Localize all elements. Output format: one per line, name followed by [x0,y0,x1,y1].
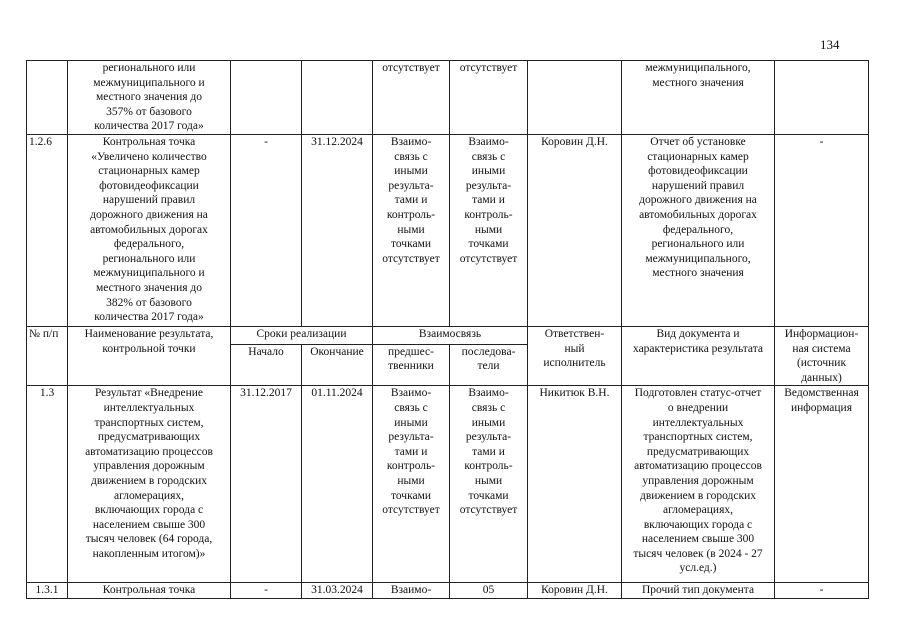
header-num: № п/п [27,326,68,385]
cell-start: - [231,134,302,326]
cell-doc-type: Подготовлен статус-отчет о внедрении интеллектуальных транспортных систем, предусматривающих автоматизацию процессов управления дорожным движением в городских агломерациях, включающих города с населением свыше 300 тысяч человек (в 2024 - 27 усл.ед.) [622,386,775,583]
cell-info-system: Ведомственная информация [775,386,869,583]
cell-responsible: Коровин Д.Н. [528,134,622,326]
cell-name: Результат «Внедрение интеллектуальных транспортных систем, предусматривающих автоматизацию процессов управления дорожным движением в городских агломерациях, включающих города с населением свыше 300 тысяч человек (64 города, накопленным итогом)» [68,386,231,583]
cell-successors: Взаимо- связь с иными результа- тами и контроль- ными точками отсутствует [450,386,528,583]
cell-successors: отсутствует [450,61,528,135]
header-relation: Взаимосвязь [373,326,528,344]
cell-info-system: - [775,134,869,326]
cell-doc-type: Отчет об установке стационарных камер фотовидеофиксации нарушений правил дорожного движения на автомобильных дорогах федерального, регионального или межмуниципального, местного значения [622,134,775,326]
cell-successors: Взаимо- связь с иными результа- тами и контроль- ными точками отсутствует [450,134,528,326]
cell-start: 31.12.2017 [231,386,302,583]
table-header-row [27,326,869,344]
cell-responsible: Никитюк В.Н. [528,386,622,583]
header-end: Окончание [302,344,373,386]
cell-name: регионального или межмуниципального и местного значения до 357% от базового количества 2017 года» [68,61,231,135]
cell-successors: 05 [450,583,528,599]
cell-predecessors: Взаимо- [373,583,450,599]
cell-predecessors: Взаимо- связь с иными результа- тами и контроль- ными точками отсутствует [373,134,450,326]
header-info-system: Информацион- ная система (источник данных) [775,326,869,385]
cell-end: 31.03.2024 [302,583,373,599]
cell-start: - [231,583,302,599]
table-row [27,583,869,599]
table-row [27,134,869,326]
cell-info-system [775,61,869,135]
cell-start [231,61,302,135]
cell-responsible [528,61,622,135]
header-name: Наименование результата, контрольной точки [68,326,231,385]
cell-num: 1.3.1 [27,583,68,599]
page-number: 134 [820,37,840,52]
header-start: Начало [231,344,302,386]
table-row [27,61,869,135]
results-table [26,60,869,599]
header-predecessors: предшес- твенники [373,344,450,386]
header-doc-type: Вид документа и характеристика результата [622,326,775,385]
cell-end: 31.12.2024 [302,134,373,326]
cell-name: Контрольная точка «Увеличено количество стационарных камер фотовидеофиксации нарушений правил дорожного движения на автомобильных дорогах федерального, регионального или межмуниципального и местного значения до 382% от базового количества 2017 года» [68,134,231,326]
cell-doc-type: межмуниципального, местного значения [622,61,775,135]
cell-end [302,61,373,135]
cell-end: 01.11.2024 [302,386,373,583]
table-row [27,386,869,583]
header-responsible: Ответствен- ный исполнитель [528,326,622,385]
cell-num [27,61,68,135]
cell-info-system: - [775,583,869,599]
header-terms: Сроки реализации [231,326,373,344]
cell-predecessors: отсутствует [373,61,450,135]
cell-num: 1.3 [27,386,68,583]
cell-num: 1.2.6 [27,134,68,326]
header-successors: последова- тели [450,344,528,386]
cell-doc-type: Прочий тип документа [622,583,775,599]
cell-predecessors: Взаимо- связь с иными результа- тами и контроль- ными точками отсутствует [373,386,450,583]
cell-responsible: Коровин Д.Н. [528,583,622,599]
cell-name: Контрольная точка [68,583,231,599]
